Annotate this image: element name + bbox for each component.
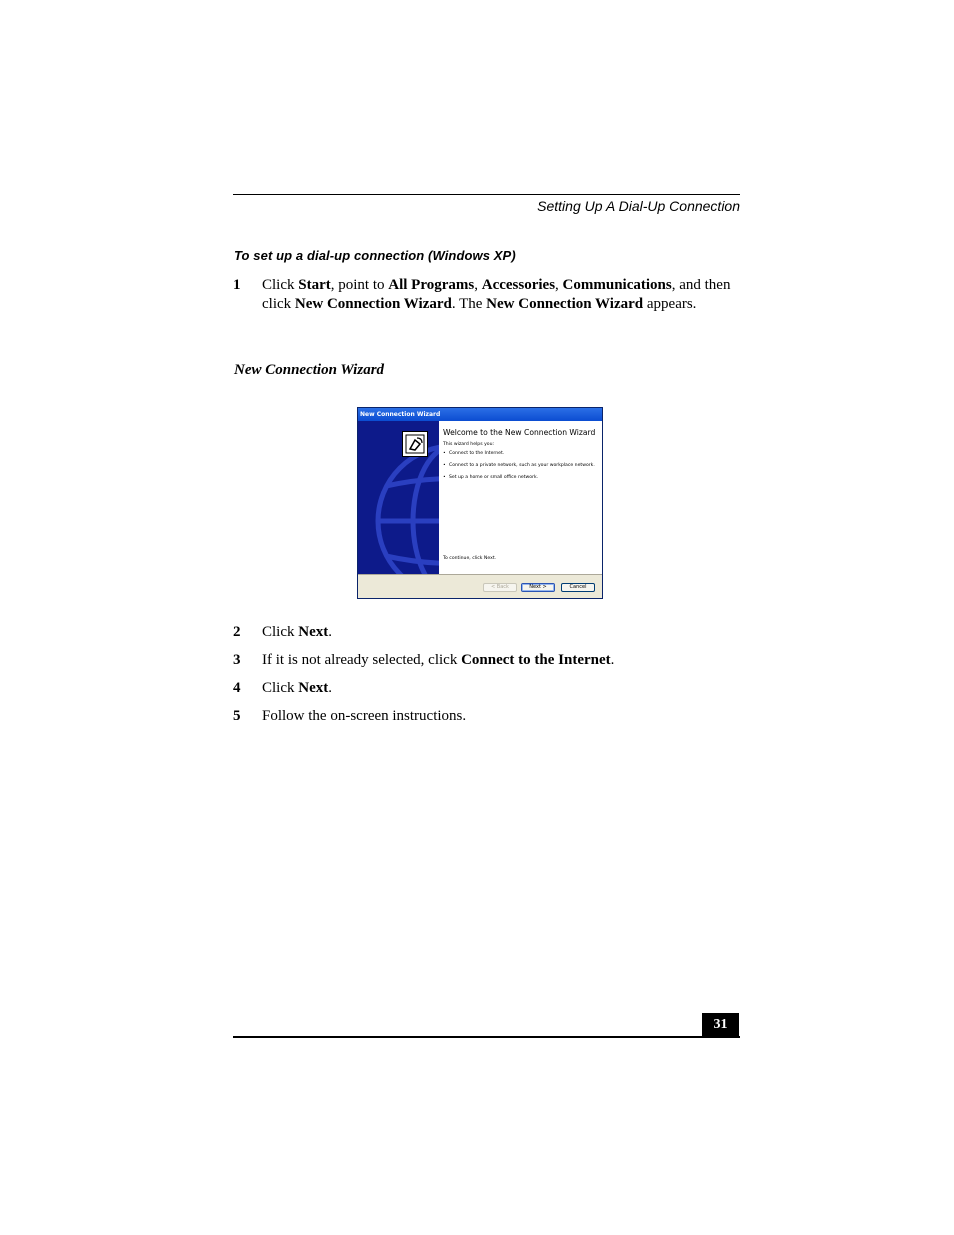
step-text: If it is not already selected, click Connect to the Internet.: [262, 652, 615, 668]
wizard-bullet-list: [443, 451, 598, 481]
wizard-bullet: • Connect to a private network, such as your workplace network.: [443, 463, 598, 469]
step-text: Follow the on-screen instructions.: [262, 708, 467, 724]
wizard-bullet: • Set up a home or small office network.: [443, 475, 598, 481]
header-rule: [233, 194, 740, 195]
step-4: [233, 679, 733, 698]
step-number: 4: [233, 680, 241, 696]
back-button[interactable]: < Back: [483, 583, 517, 592]
wizard-intro: This wizard helps you:: [443, 442, 495, 447]
connection-wizard-icon: [402, 431, 428, 457]
page-number: 31: [702, 1013, 739, 1036]
step-number: 1: [233, 277, 241, 293]
figure-caption: New Connection Wizard: [234, 362, 385, 378]
step-2: [233, 623, 733, 642]
procedure-title: To set up a dial-up connection (Windows XP): [234, 248, 516, 263]
step-text: Click Next.: [262, 624, 332, 640]
next-button[interactable]: Next >: [521, 583, 555, 592]
step-1: [233, 276, 733, 313]
wizard-titlebar: New Connection Wizard: [358, 408, 602, 421]
wizard-footer: [358, 574, 602, 599]
wizard-heading: Welcome to the New Connection Wizard: [443, 428, 596, 437]
step-text: Click Next.: [262, 680, 332, 696]
step-text: Click Start, point to All Programs, Accessories, Communications, and then click New Connection Wizard. The New Connection Wizard appears.: [262, 277, 731, 312]
wizard-bullet: • Connect to the Internet.: [443, 451, 598, 457]
step-3: [233, 651, 733, 670]
cancel-button[interactable]: Cancel: [561, 583, 595, 592]
step-number: 2: [233, 624, 241, 640]
footer-rule: [233, 1036, 740, 1038]
wizard-side-panel: [358, 421, 439, 574]
step-number: 3: [233, 652, 241, 668]
step-number: 5: [233, 708, 241, 724]
running-head: Setting Up A Dial-Up Connection: [537, 198, 740, 214]
wizard-continue-text: To continue, click Next.: [443, 556, 497, 561]
step-5: [233, 707, 733, 726]
wizard-content: [443, 421, 598, 487]
wizard-screenshot: [357, 407, 603, 599]
